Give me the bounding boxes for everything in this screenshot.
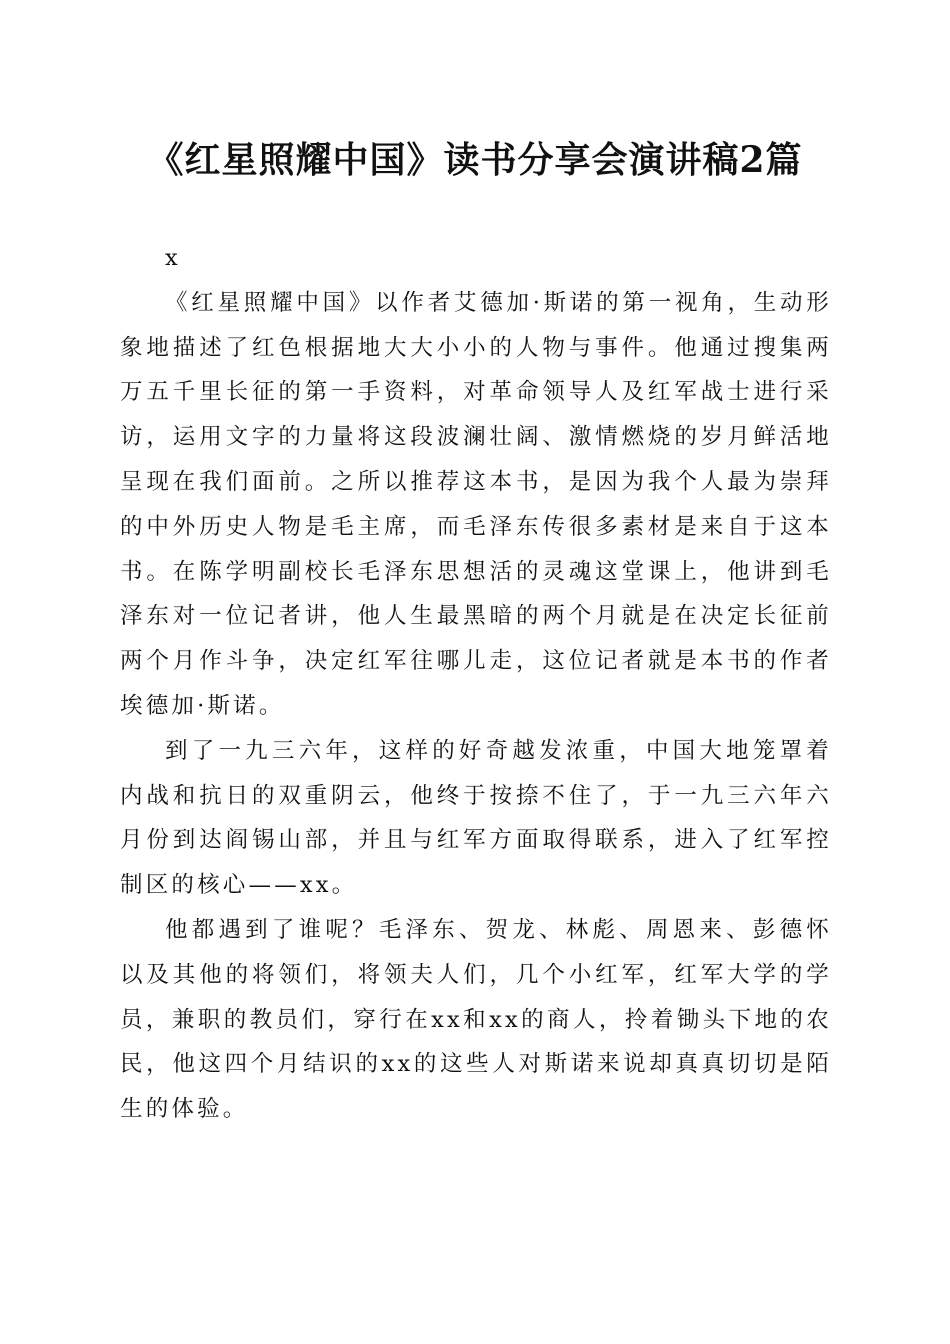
paragraph-1936: 到了一九三六年，这样的好奇越发浓重，中国大地笼罩着内战和抗日的双重阴云，他终于按捺不住了，于一九三六年六月份到达阎锡山部，并且与红军方面取得联系，进入了红军控制区的核心——xx。 [120, 737, 832, 899]
paragraph-marker: x [165, 245, 181, 271]
document-body [120, 236, 832, 1132]
document-title: 《红星照耀中国》读书分享会演讲稿2篇 [147, 139, 803, 181]
paragraph-intro: 《红星照耀中国》以作者艾德加·斯诺的第一视角，生动形象地描述了红色根据地大大小小的人物与事件。他通过搜集两万五千里长征的第一手资料，对革命领导人及红军战士进行采访，运用文字的力量将这段波澜壮阔、激情燃烧的岁月鲜活地呈现在我们面前。之所以推荐这本书，是因为我个人最为崇拜的中外历史人物是毛主席，而毛泽东传很多素材是来自于这本书。在陈学明副校长毛泽东思想活的灵魂这堂课上，他讲到毛泽东对一位记者讲，他人生最黑暗的两个月就是在决定长征前两个月作斗争，决定红军往哪儿走，这位记者就是本书的作者埃德加·斯诺。 [120, 289, 832, 719]
paragraph-people-met: 他都遇到了谁呢？毛泽东、贺龙、林彪、周恩来、彭德怀以及其他的将领们，将领夫人们，几个小红军，红军大学的学员，兼职的教员们，穿行在xx和xx的商人，拎着锄头下地的农民，他这四个月结识的xx的这些人对斯诺来说却真真切切是陌生的体验。 [120, 916, 832, 1123]
